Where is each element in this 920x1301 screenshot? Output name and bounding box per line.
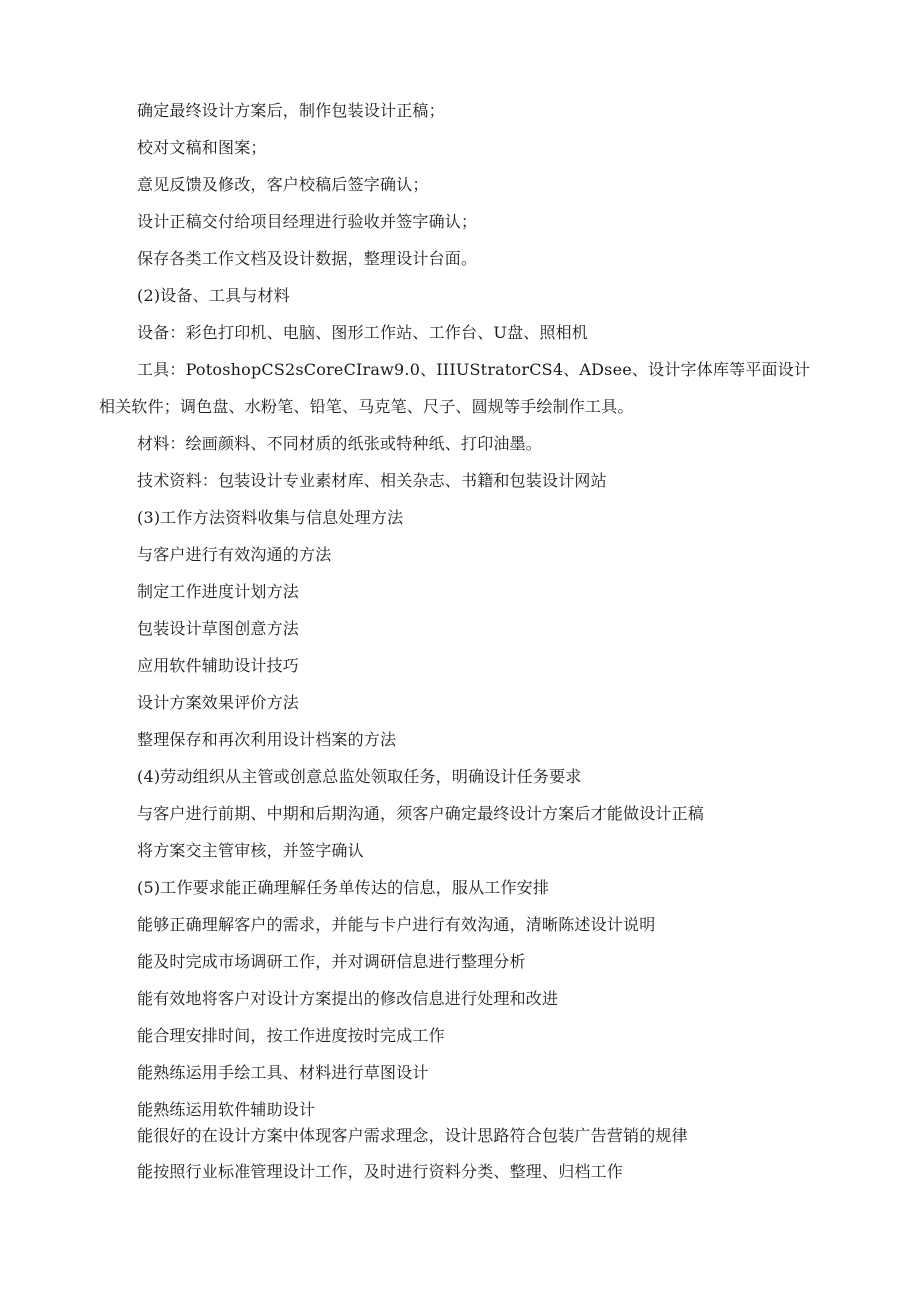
text-line: 整理保存和再次利用设计档案的方法 bbox=[137, 730, 397, 749]
text-line: 能合理安排时间，按工作进度按时完成工作 bbox=[137, 1026, 445, 1045]
text-line: 设备：彩色打印机、电脑、图形工作站、工作台、U盘、照相机 bbox=[137, 323, 589, 342]
section-heading: (5)工作要求能正确理解任务单传达的信息，服从工作安排 bbox=[137, 878, 550, 897]
text-line: 与客户进行有效沟通的方法 bbox=[137, 545, 332, 564]
text-line: 校对文稿和图案； bbox=[137, 138, 267, 157]
text-line: 确定最终设计方案后，制作包装设计正稿； bbox=[137, 101, 445, 120]
text-line: 将方案交主管审核，并签字确认 bbox=[137, 841, 364, 860]
text-line: 能熟练运用软件辅助设计 bbox=[137, 1100, 316, 1119]
text-line: 保存各类工作文档及设计数据，整理设计台面。 bbox=[137, 249, 478, 268]
text-line: 设计方案效果评价方法 bbox=[137, 693, 300, 712]
text-line: 技术资料：包装设计专业素材库、相关杂志、书籍和包装设计网站 bbox=[137, 471, 607, 490]
text-line: 包装设计草图创意方法 bbox=[137, 619, 300, 638]
text-line: 与客户进行前期、中期和后期沟通，须客户确定最终设计方案后才能做设计正稿 bbox=[137, 804, 705, 823]
text-line: 工具：PotoshopCS2sCoreCIraw9.0、IIIUStratorCS4、ADsee、设计字体库等平面设计 bbox=[137, 360, 811, 379]
text-line: 意见反馈及修改，客户校稿后签字确认； bbox=[137, 175, 429, 194]
text-line: 相关软件；调色盘、水粉笔、铅笔、马克笔、尺子、圆规等手绘制作工具。 bbox=[99, 397, 634, 416]
text-line: 能有效地将客户对设计方案提出的修改信息进行处理和改进 bbox=[137, 989, 559, 1008]
text-line: 能及时完成市场调研工作，并对调研信息进行整理分析 bbox=[137, 952, 526, 971]
text-line: 能熟练运用手绘工具、材料进行草图设计 bbox=[137, 1063, 429, 1082]
text-line: 材料：绘画颜料、不同材质的纸张或特种纸、打印油墨。 bbox=[137, 434, 543, 453]
text-line: 能很好的在设计方案中体现客户需求理念，设计思路符合包装广告营销的规律 bbox=[137, 1126, 688, 1145]
section-heading: (3)工作方法资料收集与信息处理方法 bbox=[137, 508, 404, 527]
text-line: 制定工作进度计划方法 bbox=[137, 582, 300, 601]
text-line: 能按照行业标准管理设计工作，及时进行资料分类、整理、归档工作 bbox=[137, 1162, 624, 1181]
text-line: 能够正确理解客户的需求，并能与卡户进行有效沟通，清晰陈述设计说明 bbox=[137, 915, 656, 934]
section-heading: (4)劳动组织从主管或创意总监处领取任务，明确设计任务要求 bbox=[137, 767, 582, 786]
text-line: 设计正稿交付给项目经理进行验收并签字确认； bbox=[137, 212, 478, 231]
section-heading: (2)设备、工具与材料 bbox=[137, 286, 290, 305]
text-line: 应用软件辅助设计技巧 bbox=[137, 656, 300, 675]
